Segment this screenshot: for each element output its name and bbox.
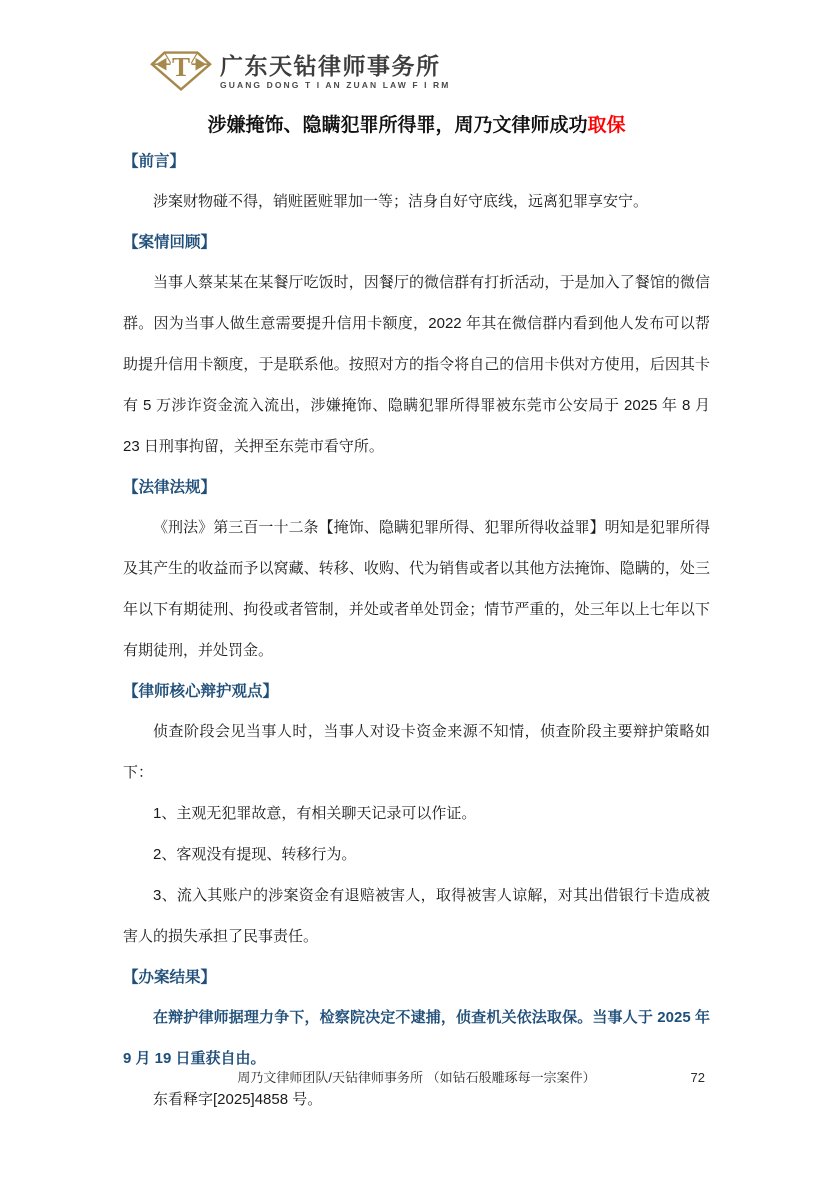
case-result-paragraph: 在辩护律师据理力争下，检察院决定不逮捕，侦查机关依法取保。当事人于 2025 年 9 月 19 日重获自由。 bbox=[123, 1009, 710, 1067]
defense-intro-paragraph: 侦查阶段会见当事人时，当事人对设卡资金来源不知情，侦查阶段主要辩护策略如下： bbox=[123, 723, 710, 781]
footer-firm-line: 周乃文律师团队/天钻律师事务所 （如钻石般雕琢每一宗案件） bbox=[237, 1070, 596, 1085]
svg-text:T: T bbox=[171, 51, 191, 82]
page-footer bbox=[123, 1068, 710, 1088]
article-title bbox=[80, 111, 753, 141]
logo-text bbox=[220, 47, 450, 91]
section-heading-case-review: 【案情回顾】 bbox=[123, 234, 217, 251]
section-heading-defense-points: 【律师核心辩护观点】 bbox=[123, 683, 279, 700]
diamond-logo-icon bbox=[150, 47, 212, 93]
foreword-paragraph: 涉案财物碰不得，销赃匿赃罪加一等；洁身自好守底线，远离犯罪享安宁。 bbox=[153, 193, 649, 210]
defense-point-3: 3、流入其账户的涉案资金有退赔被害人，取得被害人谅解，对其出借银行卡造成被害人的损失承担了民事责任。 bbox=[123, 887, 710, 945]
document-body bbox=[0, 149, 833, 1120]
section-heading-foreword: 【前言】 bbox=[123, 153, 186, 170]
release-document-number: 东看释字[2025]4858 号。 bbox=[153, 1091, 323, 1108]
logo-name-cn: 广东天钻律师事务所 bbox=[220, 53, 441, 79]
letterhead bbox=[0, 0, 833, 93]
section-heading-case-result: 【办案结果】 bbox=[123, 969, 217, 986]
case-review-paragraph: 当事人蔡某某在某餐厅吃饭时，因餐厅的微信群有打折活动，于是加入了餐馆的微信群。因为当事人做生意需要提升信用卡额度，2022 年其在微信群内看到他人发布可以帮助提升信用卡额度，于是联系他。按照对方的指令将自己的信用卡供对方使用，后因其卡有 5 万涉诈资金流入流出，涉嫌掩饰、隐瞒犯罪所得罪被东莞市公安局于 2025 年 8 月 23 日刑事拘留，关押至东莞市看守所。 bbox=[123, 274, 710, 455]
page-number: 72 bbox=[690, 1070, 705, 1085]
article-title-highlight: 取保 bbox=[587, 115, 626, 136]
defense-point-2: 2、客观没有提现、转移行为。 bbox=[153, 846, 357, 863]
defense-point-1: 1、主观无犯罪故意，有相关聊天记录可以作证。 bbox=[153, 805, 477, 822]
article-title-main: 涉嫌掩饰、隐瞒犯罪所得罪，周乃文律师成功 bbox=[207, 115, 588, 136]
section-heading-legal-provisions: 【法律法规】 bbox=[123, 479, 217, 496]
logo-name-en: GUANG DONG T I AN ZUAN LAW F I RM bbox=[220, 80, 451, 90]
legal-provisions-paragraph: 《刑法》第三百一十二条【掩饰、隐瞒犯罪所得、犯罪所得收益罪】明知是犯罪所得及其产生的收益而予以窝藏、转移、收购、代为销售或者以其他方法掩饰、隐瞒的，处三年以下有期徒刑、拘役或者管制，并处或者单处罚金；情节严重的，处三年以上七年以下有期徒刑，并处罚金。 bbox=[123, 519, 710, 659]
